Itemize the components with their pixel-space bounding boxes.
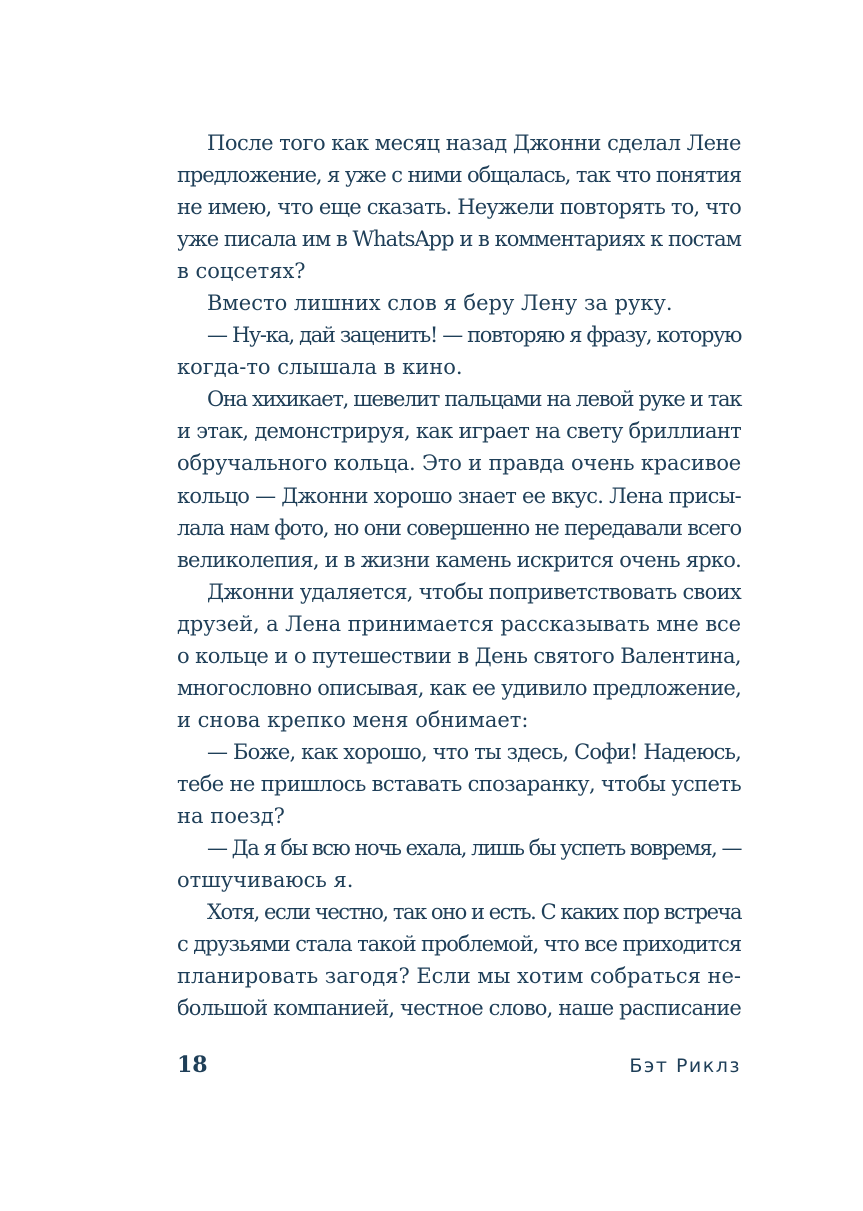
text-line: Вместо лишних слов я беру Лену за руку. xyxy=(207,291,673,316)
text-line: и этак, демонстрируя, как играет на свету бриллиант xyxy=(177,419,742,444)
text-line: и снова крепко меня обнимает: xyxy=(177,707,529,732)
text-line: в соцсетях? xyxy=(177,259,306,284)
text-line: обручального кольца. Это и правда очень красивое xyxy=(177,451,741,476)
running-footer-author: Бэт Риклз xyxy=(629,1055,741,1077)
text-line: Джонни удаляется, чтобы поприветствовать своих xyxy=(207,579,741,604)
text-line: большой компанией, честное слово, наше расписание xyxy=(177,996,741,1021)
text-line: многословно описывая, как ее удивило предложение, xyxy=(177,675,741,700)
text-line: уже писала им в WhatsApp и в комментариях к постам xyxy=(177,227,742,252)
text-line: Она хихикает, шевелит пальцами на левой руке и так xyxy=(207,387,741,412)
text-line: кольцо — Джонни хорошо знает ее вкус. Лена присы- xyxy=(177,483,741,508)
page-number: 18 xyxy=(177,1052,208,1078)
text-line: Хотя, если честно, так оно и есть. С каких пор встреча xyxy=(207,900,742,925)
text-line: лала нам фото, но они совершенно не передавали всего xyxy=(177,515,741,540)
text-line: на поезд? xyxy=(177,803,285,828)
text-line: После того как месяц назад Джонни сделал Лене xyxy=(207,131,741,155)
text-line: друзей, а Лена принимается рассказывать мне все xyxy=(177,611,741,636)
text-line: — Ну-ка, дай заценить! — повторяю я фразу, которую xyxy=(207,323,742,348)
text-line: — Да я бы всю ночь ехала, лишь бы успеть вовремя, — xyxy=(207,836,741,861)
text-line: планировать загодя? Если мы хотим собраться не- xyxy=(177,964,741,989)
body-text xyxy=(177,127,741,1024)
text-line: предложение, я уже с ними общалась, так что понятия xyxy=(177,163,741,188)
text-line: тебе не пришлось вставать спозаранку, чтобы успеть xyxy=(177,771,741,796)
text-line: великолепия, и в жизни камень искрится очень ярко. xyxy=(177,547,742,572)
text-line: отшучиваюсь я. xyxy=(177,868,354,893)
text-line: с друзьями стала такой проблемой, что все приходится xyxy=(177,932,741,957)
text-line: не имею, что еще сказать. Неужели повторять то, что xyxy=(177,195,741,220)
text-line: о кольце и о путешествии в День святого Валентина, xyxy=(177,643,742,668)
text-line: — Боже, как хорошо, что ты здесь, Софи! Надеюсь, xyxy=(207,739,741,764)
text-line: когда-то слышала в кино. xyxy=(177,355,463,380)
